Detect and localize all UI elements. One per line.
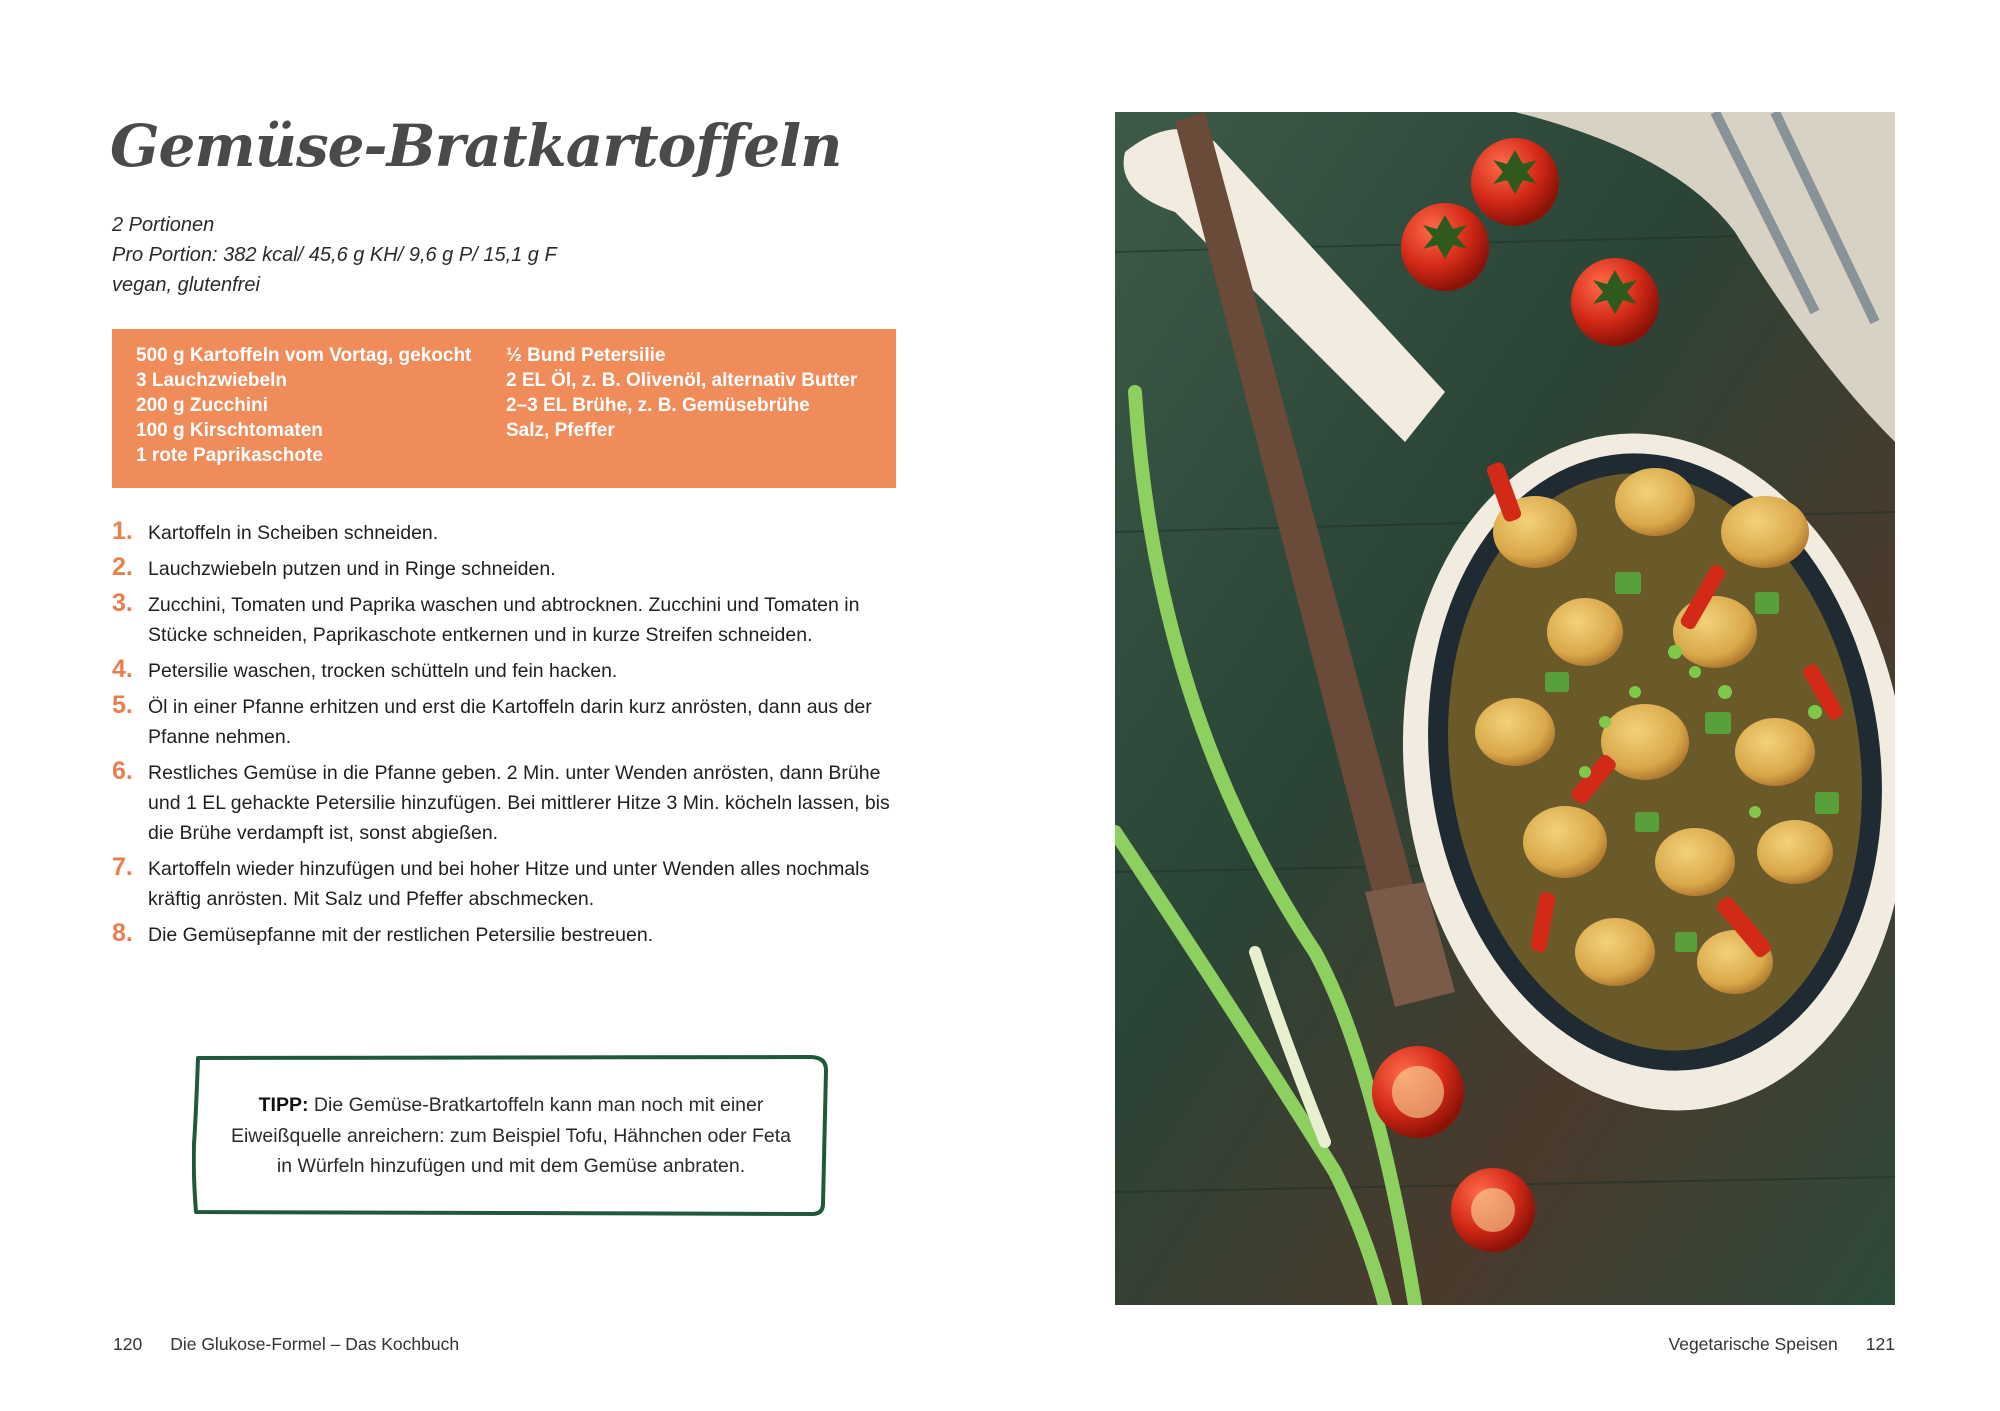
step-text: Zucchini, Tomaten und Paprika waschen und abtrocknen. Zucchini und Tomaten in Stücke schneiden, Paprikaschote entkernen und in kurze Streifen schneiden. bbox=[148, 594, 860, 646]
step-number: 7. bbox=[112, 853, 133, 881]
ingredient-item: 500 g Kartoffeln vom Vortag, gekocht bbox=[136, 345, 472, 366]
step-text: Petersilie waschen, trocken schütteln und fein hacken. bbox=[148, 660, 618, 682]
recipe-meta bbox=[112, 210, 557, 300]
ingredients-right-column bbox=[506, 343, 857, 474]
ingredient-item: ½ Bund Petersilie bbox=[506, 345, 666, 366]
step-number: 4. bbox=[112, 655, 133, 683]
step-number: 3. bbox=[112, 589, 133, 617]
steps-list bbox=[112, 518, 902, 956]
step-text: Lauchzwiebeln putzen und in Ringe schneiden. bbox=[148, 558, 556, 580]
tip-text bbox=[222, 1090, 800, 1182]
servings: 2 Portionen bbox=[112, 214, 215, 236]
footer-left bbox=[113, 1334, 459, 1355]
step-item bbox=[112, 920, 902, 950]
dish-photo-illustration bbox=[1115, 112, 1895, 1305]
page-number-right: 121 bbox=[1865, 1334, 1895, 1354]
ingredient-item: 100 g Kirschtomaten bbox=[136, 420, 323, 441]
tip-label: TIPP: bbox=[258, 1094, 309, 1116]
page-number-left: 120 bbox=[113, 1334, 143, 1354]
ingredient-item: 200 g Zucchini bbox=[136, 395, 268, 416]
ingredient-item: 2 EL Öl, z. B. Olivenöl, alternativ Butter bbox=[506, 370, 858, 391]
step-text: Öl in einer Pfanne erhitzen und erst die Kartoffeln darin kurz anrösten, dann aus der Pfanne nehmen. bbox=[148, 696, 872, 748]
chapter-title: Vegetarische Speisen bbox=[1668, 1334, 1838, 1354]
book-title: Die Glukose-Formel – Das Kochbuch bbox=[170, 1334, 460, 1354]
ingredient-item: 2–3 EL Brühe, z. B. Gemüsebrühe bbox=[506, 395, 810, 416]
step-number: 6. bbox=[112, 757, 133, 785]
footer-right bbox=[1669, 1334, 1896, 1355]
step-number: 8. bbox=[112, 919, 133, 947]
step-item bbox=[112, 692, 902, 752]
dish-photo bbox=[1115, 112, 1895, 1305]
step-item bbox=[112, 758, 902, 848]
step-item bbox=[112, 656, 902, 686]
ingredients-left-column bbox=[136, 343, 506, 474]
nutrition-info: Pro Portion: 382 kcal/ 45,6 g KH/ 9,6 g P/ 15,1 g F bbox=[112, 244, 557, 266]
step-item bbox=[112, 554, 902, 584]
diet-tags: vegan, glutenfrei bbox=[112, 274, 260, 296]
ingredient-item: 1 rote Paprikaschote bbox=[136, 445, 323, 466]
step-item bbox=[112, 854, 902, 914]
ingredient-item: Salz, Pfeffer bbox=[506, 420, 615, 441]
step-number: 1. bbox=[112, 517, 133, 545]
step-item bbox=[112, 590, 902, 650]
ingredients-box bbox=[112, 329, 896, 488]
ingredient-item: 3 Lauchzwiebeln bbox=[136, 370, 287, 391]
tip-box bbox=[192, 1054, 830, 1218]
step-number: 5. bbox=[112, 691, 133, 719]
recipe-title: Gemüse-Bratkartoffeln bbox=[110, 112, 842, 180]
step-text: Kartoffeln in Scheiben schneiden. bbox=[148, 522, 439, 544]
tip-body: Die Gemüse-Bratkartoffeln kann man noch mit einer Eiweißquelle anreichern: zum Beispiel Tofu, Hähnchen oder Feta in Würfeln hinzufügen und mit dem Gemüse anbraten. bbox=[230, 1094, 792, 1177]
step-text: Die Gemüsepfanne mit der restlichen Petersilie bestreuen. bbox=[148, 924, 654, 946]
step-number: 2. bbox=[112, 553, 133, 581]
step-text: Restliches Gemüse in die Pfanne geben. 2 Min. unter Wenden anrösten, dann Brühe und 1 EL gehackte Petersilie hinzufügen. Bei mittlerer Hitze 3 Min. köcheln lassen, bis die Brühe verdampft ist, sonst abgießen. bbox=[148, 762, 890, 844]
step-text: Kartoffeln wieder hinzufügen und bei hoher Hitze und unter Wenden alles nochmals kräftig anrösten. Mit Salz und Pfeffer abschmecken. bbox=[148, 858, 870, 910]
step-item bbox=[112, 518, 902, 548]
